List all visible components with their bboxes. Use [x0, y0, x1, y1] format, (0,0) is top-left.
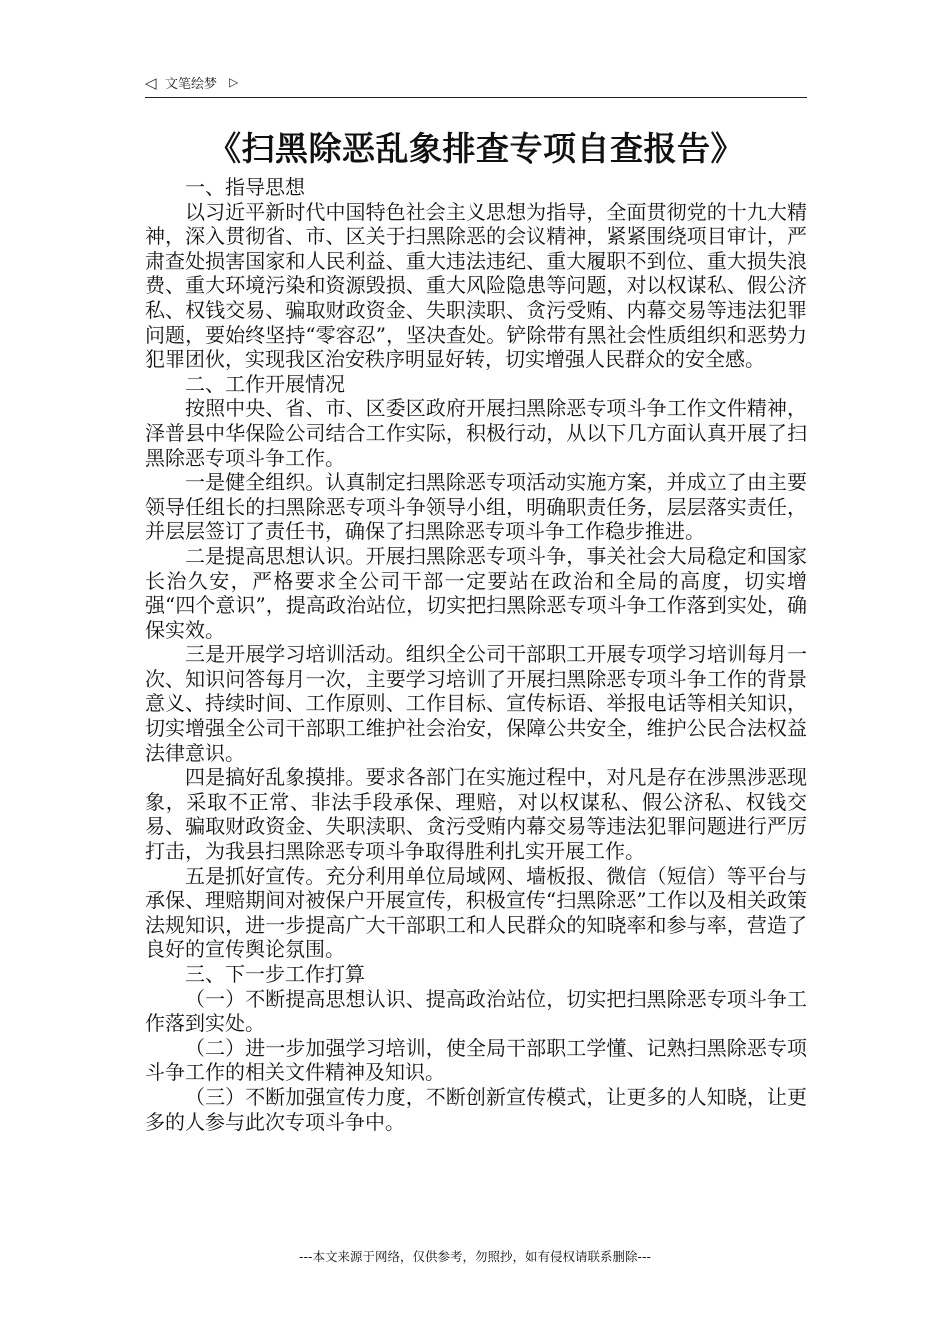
paragraph-item-4: 四是搞好乱象摸排。要求各部门在实施过程中，对凡是存在涉黑涉恶现象，采取不正常、非法手段承保、理赔，对以权谋私、假公济私、权钱交易、骗取财政资金、失职渎职、贪污受贿内幕交易等违法犯罪问题进行严厉打击，为我县扫黑除恶专项斗争取得胜利扎实开展工作。	[145, 765, 807, 864]
section-heading-1: 一、指导思想	[185, 175, 305, 199]
paragraph-guiding-thought: 以习近平新时代中国特色社会主义思想为指导，全面贯彻党的十九大精神，深入贯彻省、市、区关于扫黑除恶的会议精神，紧紧围绕项目审计，严肃查处损害国家和人民利益、重大违法违纪、重大履职不到位、重大损失浪费、重大环境污染和资源毁损、重大风险隐患等问题，对以权谋私、假公济私、权钱交易、骗取财政资金、失职渎职、贪污受贿、内幕交易等违法犯罪问题，要始终坚持“零容忍”，坚决查处。铲除带有黑社会性质组织和恶势力犯罪团伙，实现我区治安秩序明显好转，切实增强人民群众的安全感。	[145, 199, 807, 372]
right-triangle-icon: ▷	[229, 75, 239, 89]
section-heading-3: 三、下一步工作打算	[185, 962, 365, 986]
paragraph-work-overview: 按照中央、省、市、区委区政府开展扫黑除恶专项斗争工作文件精神，泽普县中华保险公司结合工作实际，积极行动，从以下几方面认真开展了扫黑除恶专项斗争工作。	[145, 396, 807, 470]
header-brand: 文笔绘梦	[165, 77, 218, 92]
document-title: 《扫黑除恶乱象排查专项自查报告》	[208, 129, 744, 168]
left-triangle-icon: ◁	[145, 74, 157, 92]
page-footer: ---本文来源于网络，仅供参考，勿照抄，如有侵权请联系删除---	[298, 1249, 652, 1264]
paragraph-item-1: 一是健全组织。认真制定扫黑除恶专项活动实施方案，并成立了由主要领导任组长的扫黑除恶专项斗争领导小组，明确职责任务，层层落实责任，并层层签订了责任书，确保了扫黑除恶专项斗争工作稳步推进。	[145, 470, 807, 544]
document-body	[145, 175, 807, 1134]
paragraph-plan-3: （三）不断加强宣传力度，不断创新宣传模式，让更多的人知晓，让更多的人参与此次专项斗争中。	[145, 1084, 807, 1134]
section-heading-2: 二、工作开展情况	[185, 371, 345, 396]
paragraph-plan-1: （一）不断提高思想认识、提高政治站位，切实把扫黑除恶专项斗争工作落到实处。	[145, 986, 807, 1036]
paragraph-item-2: 二是提高思想认识。开展扫黑除恶专项斗争，事关社会大局稳定和国家长治久安，严格要求全公司干部一定要站在政治和全局的高度，切实增强“四个意识”，提高政治站位，切实把扫黑除恶专项斗争工作落到实处，确保实效。	[145, 543, 807, 642]
paragraph-item-3: 三是开展学习培训活动。组织全公司干部职工开展专项学习培训每月一次、知识问答每月一次，主要学习培训了开展扫黑除恶专项斗争工作的背景意义、持续时间、工作原则、工作目标、宣传标语、举报电话等相关知识，切实增强全公司干部职工维护社会治安，保障公共安全，维护公民合法权益法律意识。	[145, 642, 807, 765]
paragraph-plan-2: （二）进一步加强学习培训，使全局干部职工学懂、记熟扫黑除恶专项斗争工作的相关文件精神及知识。	[145, 1035, 807, 1085]
paragraph-item-5: 五是抓好宣传。充分利用单位局域网、墙板报、微信（短信）等平台与承保、理赔期间对被保户开展宣传，积极宣传“扫黑除恶”工作以及相关政策法规知识，进一步提高广大干部职工和人民群众的知晓率和参与率，营造了良好的宣传舆论氛围。	[145, 863, 807, 962]
page-header	[145, 73, 807, 98]
